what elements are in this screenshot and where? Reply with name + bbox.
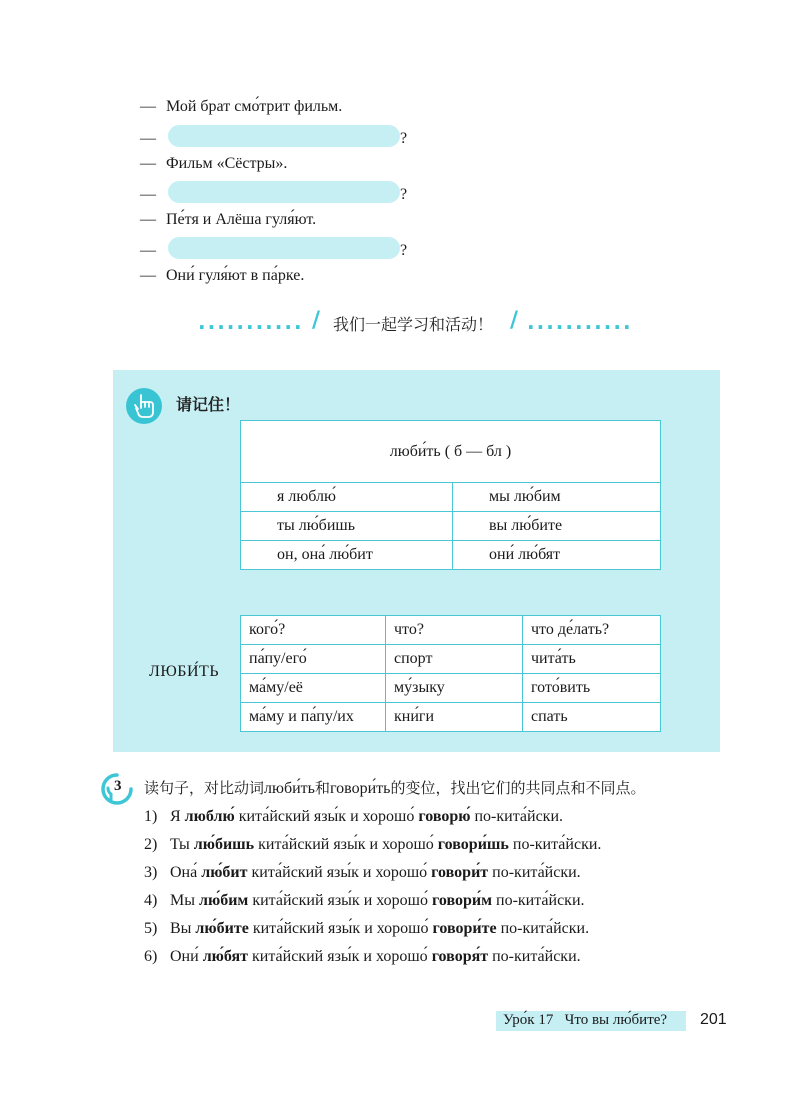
dash: — <box>140 155 156 172</box>
dash: — <box>140 130 156 147</box>
dialogue-line-3 <box>140 210 316 230</box>
question-mark: ? <box>400 242 408 259</box>
table-cell: мы лю́бим <box>453 483 661 512</box>
table-cell: чита́ть <box>523 645 661 674</box>
table-cell: ма́му и па́пу/их <box>241 703 386 732</box>
remember-panel <box>113 370 720 752</box>
instruction-part: 读句子，对比动词 <box>144 779 265 797</box>
table-cell: спать <box>523 703 661 732</box>
table-cell: кни́ги <box>386 703 523 732</box>
dialogue-line-blank-2 <box>140 185 166 205</box>
table-cell: ма́му/её <box>241 674 386 703</box>
answer-blank-2[interactable] <box>168 181 400 203</box>
item-text: по-кита́йски. <box>512 836 602 853</box>
dialogue-line-blank-3 <box>140 241 166 261</box>
list-item <box>144 836 601 854</box>
table-cell: он, она́ лю́бит <box>241 541 453 570</box>
slash-right: / <box>510 308 519 333</box>
instruction-verb: говори́ть <box>329 780 391 797</box>
instruction-verb: люби́ть <box>264 780 315 797</box>
conjugation-header-row <box>241 421 661 483</box>
list-item <box>144 808 563 826</box>
list-item <box>144 948 581 966</box>
lesson-title: Что вы лю́бите? <box>564 1012 668 1028</box>
table-cell: па́пу/его́ <box>241 645 386 674</box>
item-number: 1) <box>144 808 158 825</box>
item-number: 6) <box>144 948 158 965</box>
item-pronoun: Они́ <box>170 948 199 965</box>
item-pronoun: Я <box>170 808 181 825</box>
item-pronoun: Ты <box>170 836 190 853</box>
footer-lesson <box>503 1012 667 1029</box>
question-mark: ? <box>400 130 408 147</box>
item-pronoun: Она́ <box>170 864 198 881</box>
item-text: по-кита́йски. <box>474 808 563 825</box>
item-text: кита́йский язы́к и хорошо́ <box>251 864 428 881</box>
item-number: 4) <box>144 892 158 909</box>
line-text: Пе́тя и Алёша гуля́ют. <box>166 211 317 228</box>
table-row <box>241 541 661 570</box>
item-verb: люблю́ <box>184 808 235 825</box>
item-verb: говори́м <box>431 892 492 909</box>
exercise-instruction <box>144 777 645 798</box>
item-verb: лю́бите <box>195 920 249 937</box>
item-text: кита́йский язы́к и хорошо́ <box>238 808 415 825</box>
dots-right: ........... <box>527 310 633 334</box>
pointing-hand-icon <box>126 388 162 424</box>
item-pronoun: Вы <box>170 920 192 937</box>
dialogue-line-2 <box>140 154 287 174</box>
dash: — <box>140 186 156 203</box>
table-row <box>241 703 661 732</box>
item-verb: говори́те <box>432 920 497 937</box>
item-text: по-кита́йски. <box>496 892 585 909</box>
table-header-cell: что де́лать? <box>523 616 661 645</box>
item-text: по-кита́йски. <box>500 920 590 937</box>
line-text: Мой брат смо́трит фильм. <box>166 98 343 115</box>
list-item <box>144 892 585 910</box>
table-row <box>241 483 661 512</box>
item-text: по-кита́йски. <box>492 948 581 965</box>
item-text: кита́йский язы́к и хорошо́ <box>258 836 434 853</box>
item-number: 2) <box>144 836 158 853</box>
table-header-cell: что? <box>386 616 523 645</box>
dialogue-line-1 <box>140 97 342 117</box>
item-verb: говоря́т <box>431 948 489 965</box>
item-text: по-кита́йски. <box>492 864 581 881</box>
section-title: 我们一起学习和活动！ <box>333 315 494 334</box>
table-header-cell: кого́? <box>241 616 386 645</box>
dash: — <box>140 267 156 284</box>
line-text: Они́ гуля́ют в па́рке. <box>166 267 305 284</box>
item-verb: говорю́ <box>418 808 471 825</box>
item-verb: лю́бят <box>202 948 249 965</box>
dash: — <box>140 242 156 259</box>
conjugation-table <box>240 420 661 570</box>
dash: — <box>140 98 156 115</box>
remember-title: 请记住！ <box>176 395 241 414</box>
table-cell: вы лю́бите <box>453 512 661 541</box>
item-verb: лю́бим <box>198 892 249 909</box>
answer-blank-3[interactable] <box>168 237 400 259</box>
object-table <box>240 615 661 732</box>
table-row <box>241 645 661 674</box>
answer-blank-1[interactable] <box>168 125 400 147</box>
table-row <box>241 674 661 703</box>
lesson-number: Уро́к 17 <box>503 1012 554 1028</box>
question-mark: ? <box>400 186 408 203</box>
table-cell: гото́вить <box>523 674 661 703</box>
line-text: Фильм «Сёстры». <box>166 155 288 172</box>
item-text: кита́йский язы́к и хорошо́ <box>252 892 428 909</box>
table-header-row <box>241 616 661 645</box>
table-row <box>241 512 661 541</box>
item-verb: лю́бишь <box>193 836 255 853</box>
table-cell: му́зыку <box>386 674 523 703</box>
verb-side-label: ЛЮБИ́ТЬ <box>149 663 219 680</box>
item-pronoun: Мы <box>170 892 195 909</box>
dialogue-line-blank-1 <box>140 129 166 149</box>
dialogue-line-4 <box>140 266 304 286</box>
item-verb: говори́т <box>431 864 489 881</box>
slash-left: / <box>312 308 321 333</box>
list-item <box>144 864 581 882</box>
table-cell: я люблю́ <box>241 483 453 512</box>
item-text: кита́йский язы́к и хорошо́ <box>252 948 428 965</box>
instruction-part: 的变位，找出它们的共同点和不同点。 <box>390 779 646 797</box>
dots-left: ........... <box>198 310 304 334</box>
table-cell: они́ лю́бят <box>453 541 661 570</box>
item-text: кита́йский язы́к и хорошо́ <box>252 920 429 937</box>
page-number: 201 <box>700 1011 727 1028</box>
exercise-badge <box>100 772 134 806</box>
dash: — <box>140 211 156 228</box>
item-number: 5) <box>144 920 158 937</box>
item-verb: говори́шь <box>437 836 509 853</box>
exercise-number: 3 <box>114 778 122 794</box>
item-verb: лю́бит <box>201 864 248 881</box>
list-item <box>144 920 589 938</box>
table-cell: ты лю́бишь <box>241 512 453 541</box>
item-number: 3) <box>144 864 158 881</box>
conjugation-header: люби́ть ( б — бл ) <box>241 421 661 483</box>
table-cell: спорт <box>386 645 523 674</box>
instruction-part: 和 <box>314 779 330 797</box>
